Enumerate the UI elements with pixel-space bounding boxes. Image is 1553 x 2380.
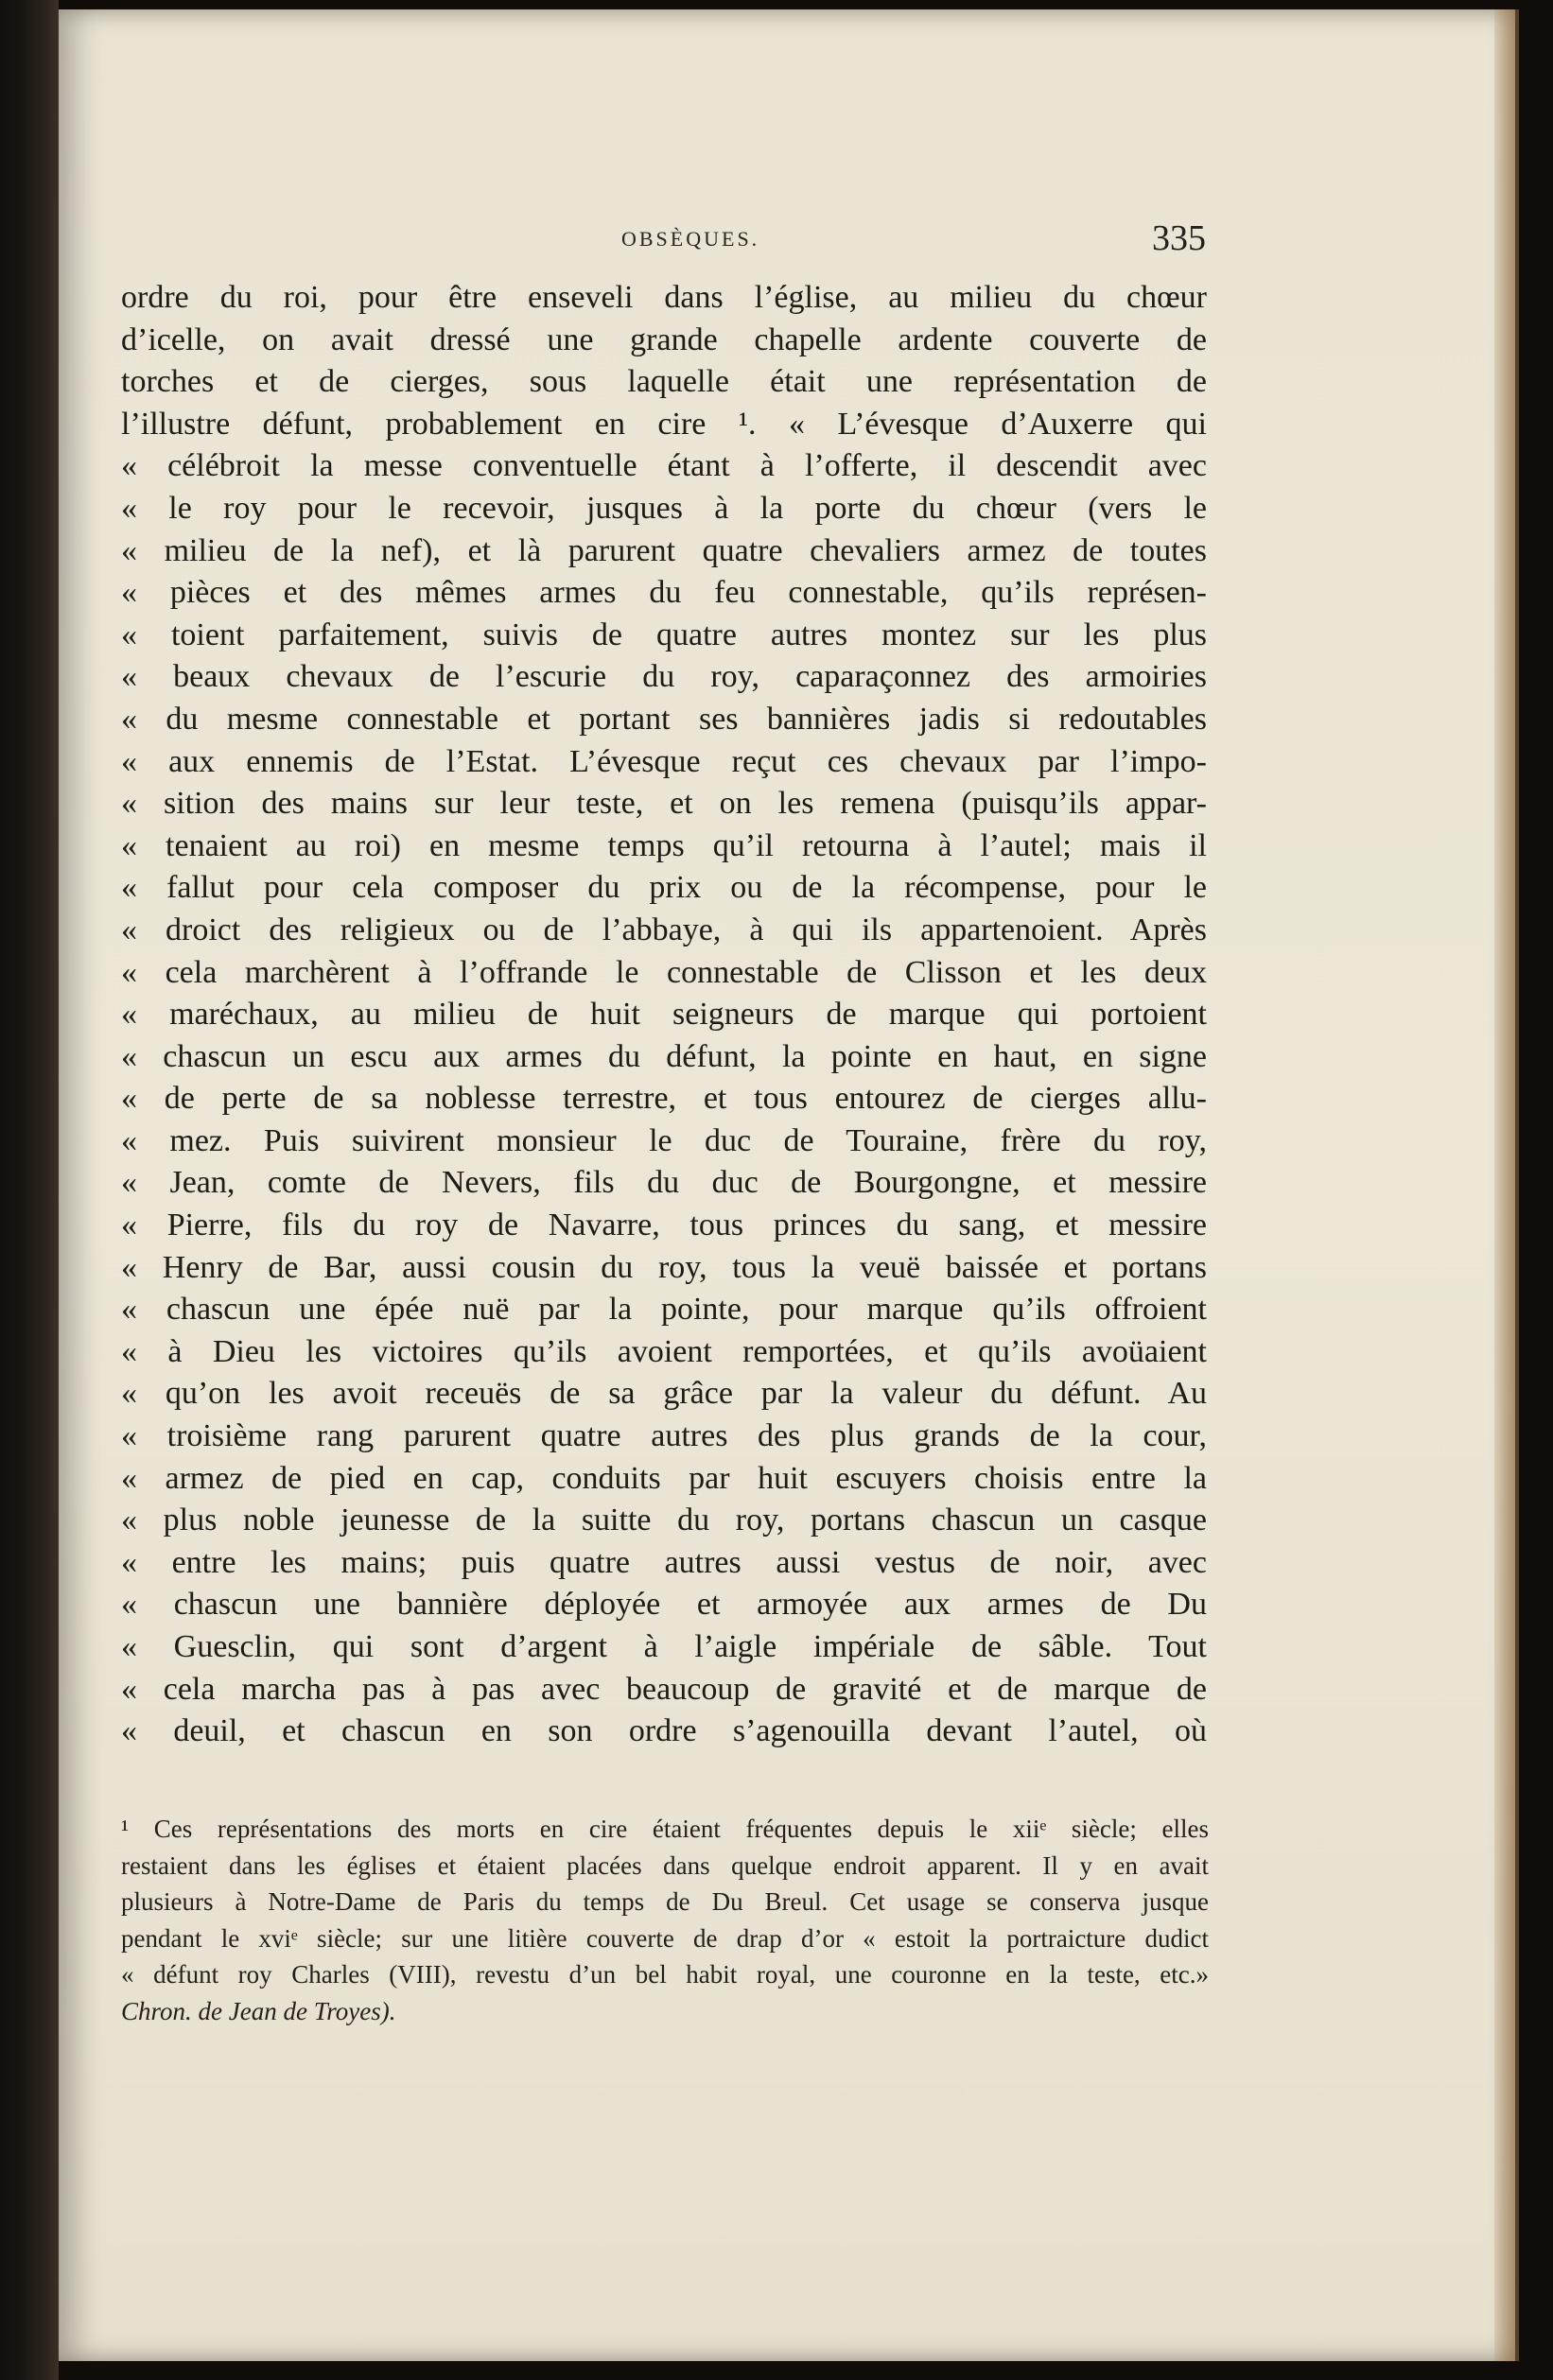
body-line: « tenaient au roi) en mesme temps qu’il retourna à l’autel; mais il <box>121 827 1207 863</box>
body-line: « qu’on les avoit receuës de sa grâce par la valeur du défunt. Au <box>121 1376 1207 1412</box>
body-line: « Guesclin, qui sont d’argent à l’aigle impériale de sâble. Tout <box>121 1629 1207 1664</box>
footnote-block <box>121 1811 1209 2029</box>
body-line: « chascun une épée nuë par la pointe, pour marque qu’ils offroient <box>121 1292 1207 1328</box>
footnote-line: ¹ Ces représentations des morts en cire étaient fréquentes depuis le xiiᵉ siècle; elles <box>121 1815 1209 1843</box>
body-line: « cela marchèrent à l’offrande le connestable de Clisson et les deux <box>121 954 1207 990</box>
body-line: « célébroit la messe conventuelle étant à l’offerte, il descendit avec <box>121 448 1207 484</box>
body-line: « du mesme connestable et portant ses bannières jadis si redoutables <box>121 701 1207 737</box>
body-line: « plus noble jeunesse de la suitte du roy, portans chascun un casque <box>121 1503 1207 1538</box>
body-line: « troisième rang parurent quatre autres des plus grands de la cour, <box>121 1418 1207 1454</box>
body-line: « Henry de Bar, aussi cousin du roy, tous la veuë baissée et portans <box>121 1249 1207 1285</box>
body-line: « fallut pour cela composer du prix ou de la récompense, pour le <box>121 870 1207 906</box>
body-line: « cela marcha pas à pas avec beaucoup de gravité et de marque de <box>121 1671 1207 1707</box>
footnote-line: restaient dans les églises et étaient placées dans quelque endroit apparent. Il y en avait <box>121 1850 1209 1880</box>
body-text <box>121 277 1207 1753</box>
page-header <box>123 218 1206 265</box>
body-line: « deuil, et chascun en son ordre s’agenouilla devant l’autel, où <box>121 1713 1207 1749</box>
body-line: d’icelle, on avait dressé une grande chapelle ardente couverte de <box>121 321 1207 357</box>
body-line: « Jean, comte de Nevers, fils du duc de Bourgongne, et messire <box>121 1165 1207 1201</box>
page-fore-edge <box>1494 9 1519 2361</box>
body-line: l’illustre défunt, probablement en cire ¹. « L’évesque d’Auxerre qui <box>121 406 1207 442</box>
footnote-line: plusieurs à Notre-Dame de Paris du temps de Du Breul. Cet usage se conserva jusque <box>121 1887 1209 1916</box>
body-line: « chascun un escu aux armes du défunt, la pointe en haut, en signe <box>121 1038 1207 1074</box>
body-line: « maréchaux, au milieu de huit seigneurs de marque qui portoient <box>121 997 1207 1033</box>
body-line: « droict des religieux ou de l’abbaye, à qui ils appartenoient. Après <box>121 912 1207 947</box>
body-line: « à Dieu les victoires qu’ils avoient remportées, et qu’ils avoüaient <box>121 1333 1207 1369</box>
body-line: torches et de cierges, sous laquelle était une représentation de <box>121 364 1207 400</box>
body-line: « chascun une bannière déployée et armoyée aux armes de Du <box>121 1587 1207 1623</box>
body-line: « pièces et des mêmes armes du feu connestable, qu’ils représen- <box>121 575 1207 611</box>
facing-page-edge <box>0 0 59 2380</box>
body-line: « armez de pied en cap, conduits par huit escuyers choisis entre la <box>121 1460 1207 1496</box>
footnote-line: pendant le xviᵉ siècle; sur une litière couverte de drap d’or « estoit la portraicture dudict <box>121 1923 1209 1953</box>
footnote-citation: Chron. de Jean de Troyes). <box>121 1996 396 2025</box>
body-line: « entre les mains; puis quatre autres aussi vestus de noir, avec <box>121 1544 1207 1580</box>
body-line: « Pierre, fils du roy de Navarre, tous princes du sang, et messire <box>121 1207 1207 1243</box>
body-line: « beaux chevaux de l’escurie du roy, caparaçonnez des armoiries <box>121 659 1207 695</box>
running-head: OBSÈQUES. <box>621 227 760 251</box>
body-line: « toient parfaitement, suivis de quatre autres montez sur les plus <box>121 617 1207 652</box>
body-line: « milieu de la nef), et là parurent quatre chevaliers armez de toutes <box>121 532 1207 568</box>
page-number: 335 <box>1152 218 1206 258</box>
footnote-line: « défunt roy Charles (VIII), revestu d’un bel habit royal, une couronne en la teste, etc.» <box>121 1960 1209 1989</box>
body-line: « aux ennemis de l’Estat. L’évesque reçut ces chevaux par l’impo- <box>121 743 1207 779</box>
body-line: ordre du roi, pour être enseveli dans l’église, au milieu du chœur <box>121 280 1207 315</box>
body-line: « sition des mains sur leur teste, et on les remena (puisqu’ils appar- <box>121 786 1207 822</box>
body-line: « mez. Puis suivirent monsieur le duc de Touraine, frère du roy, <box>121 1122 1207 1158</box>
body-line: « le roy pour le recevoir, jusques à la porte du chœur (vers le <box>121 490 1207 526</box>
body-line: « de perte de sa noblesse terrestre, et tous entourez de cierges allu- <box>121 1081 1207 1117</box>
